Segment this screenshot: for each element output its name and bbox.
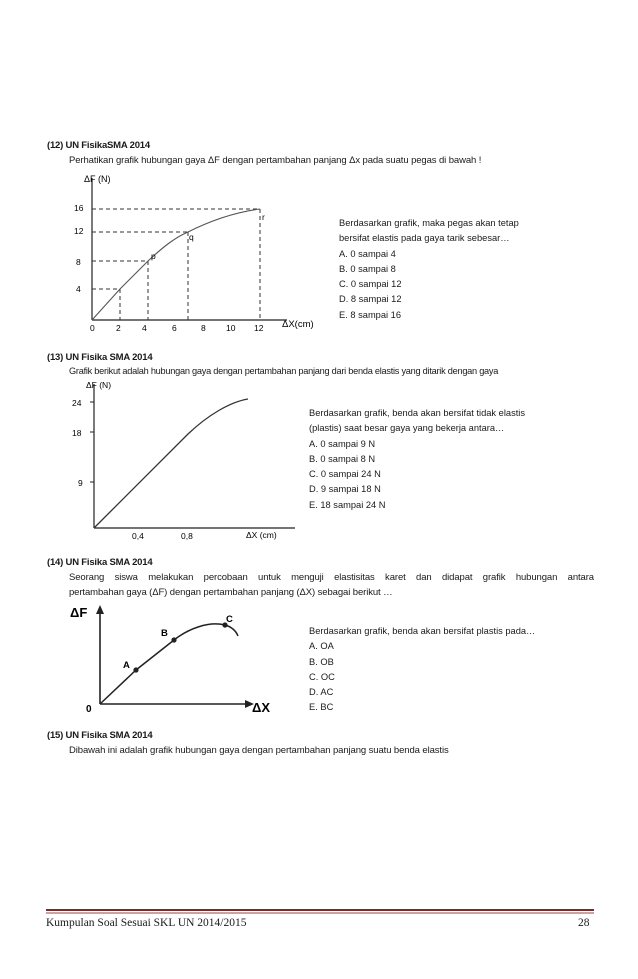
graph-12-curve <box>92 209 260 320</box>
question-12-option-b[interactable]: B. 0 sampai 8 <box>339 263 396 274</box>
graph-14-point-b-dot <box>171 637 176 642</box>
question-14-option-c[interactable]: C. OC <box>309 671 335 682</box>
footer-title: Kumpulan Soal Sesuai SKL UN 2014/2015 <box>46 917 247 929</box>
question-13-prompt: Berdasarkan grafik, benda akan bersifat tidak elastis <box>309 408 526 418</box>
question-12-option-a[interactable]: A. 0 sampai 4 <box>339 248 396 259</box>
graph-12-xtick: 10 <box>226 323 236 333</box>
footer-rule-light <box>46 912 594 914</box>
graph-12-xtick: 2 <box>116 323 121 333</box>
question-13-answers <box>309 406 525 513</box>
question-14-option-a[interactable]: A. OA <box>309 641 334 652</box>
question-12-answers <box>339 216 519 323</box>
footer-page-number: 28 <box>578 917 590 929</box>
graph-14-xlabel: ΔX <box>252 700 271 715</box>
graph-12 <box>62 170 332 340</box>
question-15-header: (15) UN Fisika SMA 2014 <box>47 730 153 741</box>
graph-12-point-r: r <box>262 212 265 222</box>
question-14-prompt: Berdasarkan grafik, benda akan bersifat plastis pada… <box>309 626 536 636</box>
graph-14-y-arrow <box>96 605 104 614</box>
graph-12-ytick: 4 <box>76 284 81 294</box>
graph-12-ytick: 8 <box>76 257 81 267</box>
graph-13-ytick: 9 <box>78 478 83 488</box>
question-13-option-d[interactable]: D. 9 sampai 18 N <box>309 484 381 495</box>
question-15-text: Dibawah ini adalah grafik hubungan gaya dengan pertambahan panjang suatu benda elastis <box>69 745 449 756</box>
graph-12-xtick: 8 <box>201 323 206 333</box>
graph-13-xtick: 0,4 <box>132 531 144 541</box>
question-13-option-c[interactable]: C. 0 sampai 24 N <box>309 469 381 480</box>
graph-12-xtick: 6 <box>172 323 177 333</box>
graph-13-ylabel: ΔF (N) <box>86 380 112 390</box>
graph-12-ylabel: ΔF (N) <box>84 174 111 184</box>
question-14-option-b[interactable]: B. OB <box>309 656 334 667</box>
question-13-option-a[interactable]: A. 0 sampai 9 N <box>309 438 376 449</box>
question-14-option-e[interactable]: E. BC <box>309 702 334 713</box>
question-14-text-line-1: Seorang siswa melakukan percobaan untuk menguji elastisitas karet dan didapat grafik hubungan antara <box>69 572 594 583</box>
question-12-option-c[interactable]: C. 0 sampai 12 <box>339 279 402 290</box>
question-14-header: (14) UN Fisika SMA 2014 <box>47 557 153 568</box>
footer-rule-dark <box>46 909 594 911</box>
question-13-header: (13) UN Fisika SMA 2014 <box>47 352 153 363</box>
graph-13-ytick: 18 <box>72 428 82 438</box>
graph-14-point-a: A <box>123 660 130 671</box>
question-13-option-e[interactable]: E. 18 sampai 24 N <box>309 499 386 510</box>
graph-14 <box>60 600 300 718</box>
graph-12-point-q: q <box>189 232 194 242</box>
question-13-option-b[interactable]: B. 0 sampai 8 N <box>309 453 376 464</box>
graph-13-curve <box>94 399 248 528</box>
graph-13 <box>60 378 310 543</box>
question-13-text: Grafik berikut adalah hubungan gaya dengan pertambahan panjang dari benda elastis yang ditarik dengan gaya <box>69 366 499 376</box>
question-12-prompt: bersifat elastis pada gaya tarik sebesar… <box>339 233 510 244</box>
graph-12-guides <box>92 209 260 320</box>
graph-14-ylabel: ΔF <box>70 605 88 620</box>
graph-13-xtick: 0,8 <box>181 531 193 541</box>
graph-14-point-b: B <box>161 628 168 639</box>
graph-14-curve <box>100 624 238 704</box>
graph-12-point-p: p <box>151 251 156 261</box>
graph-13-xlabel: ΔX (cm) <box>246 530 277 540</box>
question-12-text: Perhatikan grafik hubungan gaya ΔF dengan pertambahan panjang Δx pada suatu pegas di bawah ! <box>69 155 482 166</box>
graph-12-xtick: 12 <box>254 323 264 333</box>
graph-12-ytick: 12 <box>74 226 84 236</box>
graph-12-xtick: 0 <box>90 323 95 333</box>
question-14-text-line-2: pertambahan gaya (ΔF) dengan pertambahan panjang (ΔX) sebagai berikut … <box>69 587 393 598</box>
graph-12-ytick: 16 <box>74 203 84 213</box>
question-14-answers <box>309 624 535 716</box>
question-14-option-d[interactable]: D. AC <box>309 687 334 698</box>
graph-14-origin: 0 <box>86 704 92 715</box>
question-12-prompt: Berdasarkan grafik, maka pegas akan tetap <box>339 218 519 228</box>
question-13-prompt: (plastis) saat besar gaya yang bekerja antara… <box>309 423 505 434</box>
question-12-option-e[interactable]: E. 8 sampai 16 <box>339 309 402 320</box>
graph-14-point-c: C <box>226 614 233 625</box>
graph-12-xtick: 4 <box>142 323 147 333</box>
graph-13-ytick: 24 <box>72 398 82 408</box>
question-12-option-d[interactable]: D. 8 sampai 12 <box>339 294 402 305</box>
question-12-header: (12) UN FisikaSMA 2014 <box>47 140 150 151</box>
graph-14-point-a-dot <box>133 667 138 672</box>
graph-12-xlabel: ΔX(cm) <box>282 319 314 330</box>
